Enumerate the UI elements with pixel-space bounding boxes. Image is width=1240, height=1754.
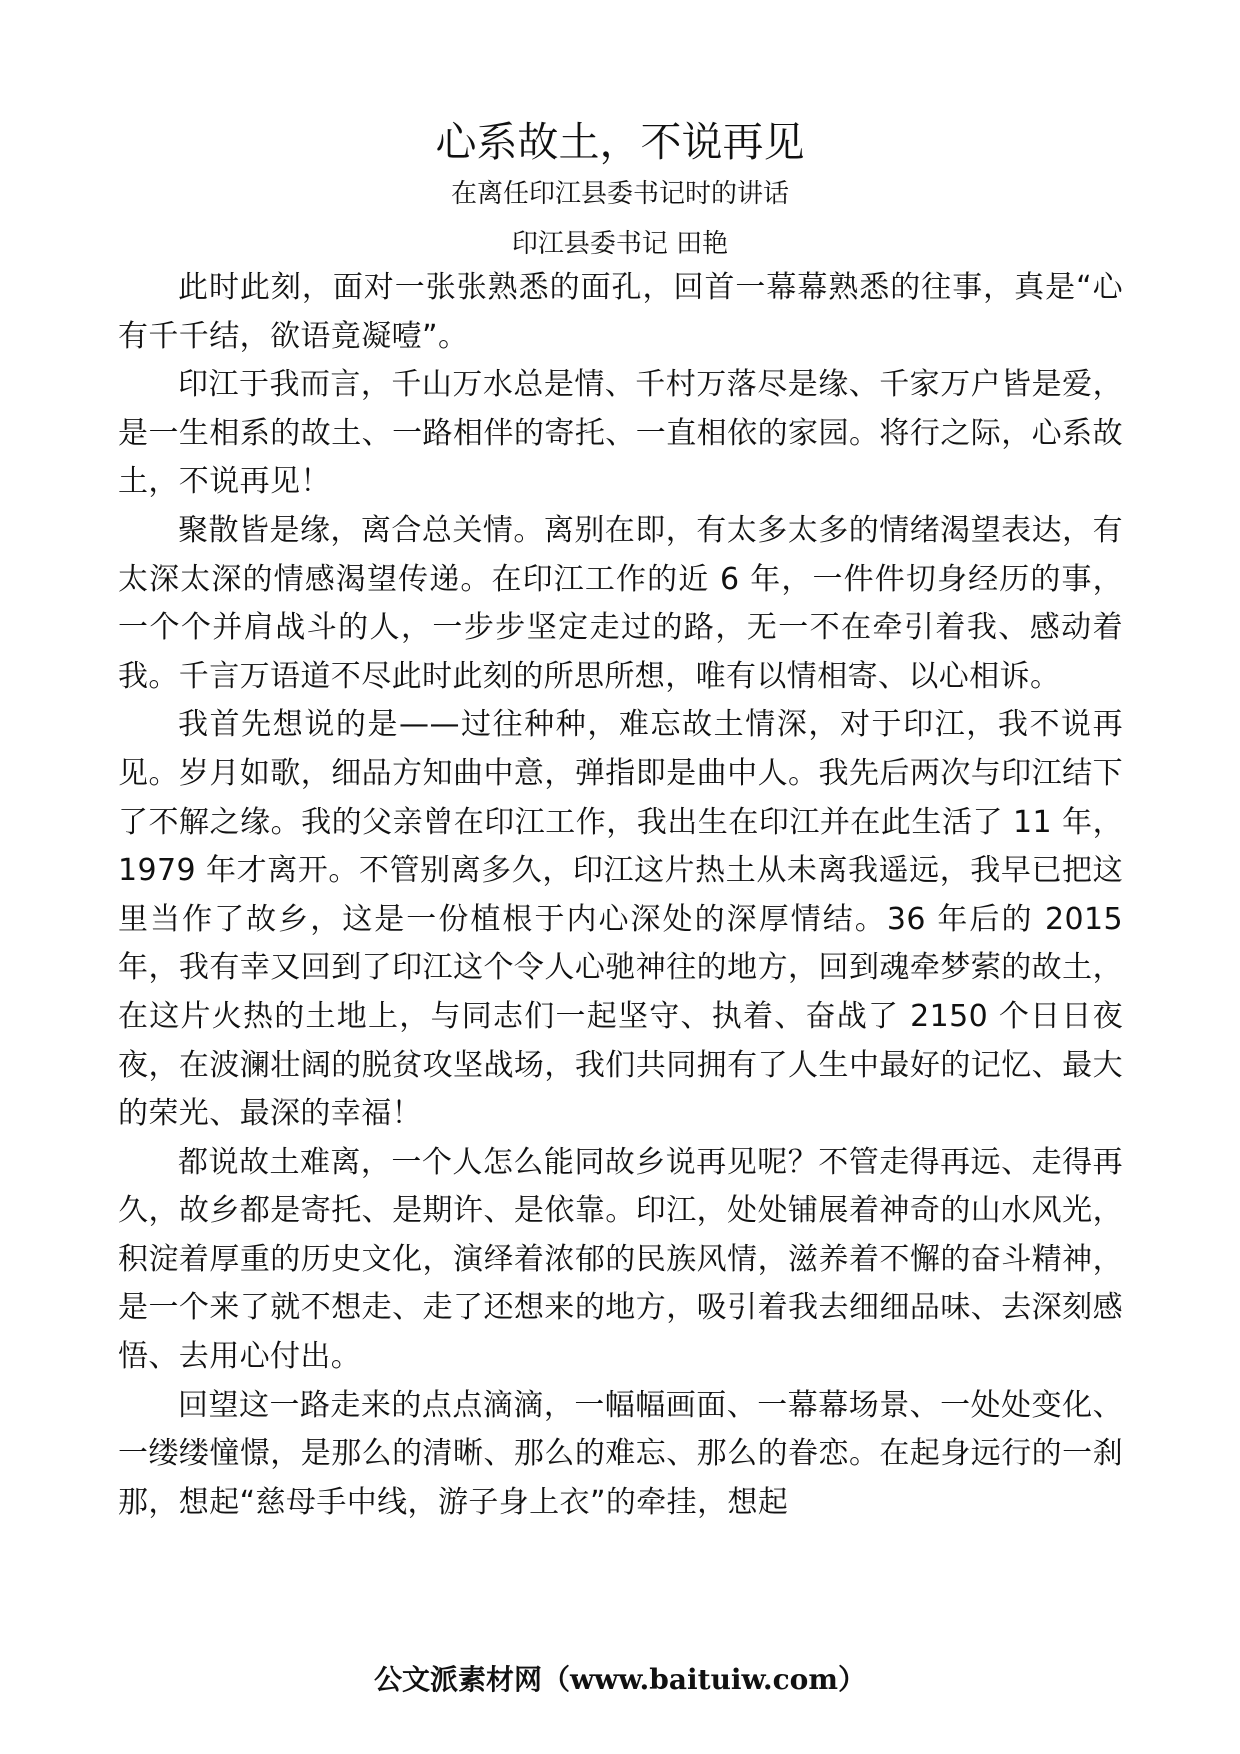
paragraph: 印江于我而言，千山万水总是情、千村万落尽是缘、千家万户皆是爱，是一生相系的故土、一路相伴的寄托、一直相依的家园。将行之际，心系故土，不说再见！	[118, 367, 1123, 500]
footer-source: 公文派素材网（www.baituiw.com）	[374, 1663, 866, 1696]
document-subtitle: 在离任印江县委书记时的讲话	[450, 179, 789, 209]
paragraph: 回望这一路走来的点点滴滴，一幅幅画面、一幕幕场景、一处处变化、一缕缕憧憬，是那么的清晰、那么的难忘、那么的眷恋。在起身远行的一刹那，想起“慈母手中线，游子身上衣”的牵挂，想起	[118, 1387, 1123, 1520]
paragraph: 我首先想说的是——过往种种，难忘故土情深，对于印江，我不说再见。岁月如歌，细品方知曲中意，弹指即是曲中人。我先后两次与印江结下了不解之缘。我的父亲曾在印江工作，我出生在印江并在此生活了 11 年，1979 年才离开。不管别离多久，印江这片热土从未离我遥远，我早已把这里当作了故乡，这是一份植根于内心深处的深厚情结。36 年后的 2015 年，我有幸又回到了印江这个令人心驰神往的地方，回到魂牵梦萦的故土，在这片火热的土地上，与同志们一起坚守、执着、奋战了 2150 个日日夜夜，在波澜壮阔的脱贫攻坚战场，我们共同拥有了人生中最好的记忆、最大的荣光、最深的幸福！	[118, 707, 1123, 1132]
paragraph: 聚散皆是缘，离合总关情。离别在即，有太多太多的情绪渴望表达，有太深太深的情感渴望传递。在印江工作的近 6 年，一件件切身经历的事，一个个并肩战斗的人，一步步坚定走过的路，无一不在牵引着我、感动着我。千言万语道不尽此时此刻的所思所想，唯有以情相寄、以心相诉。	[118, 512, 1123, 694]
paragraph: 此时此刻，面对一张张熟悉的面孔，回首一幕幕熟悉的往事，真是“心有千千结，欲语竟凝噎”。	[118, 270, 1123, 354]
document-author: 印江县委书记 田艳	[511, 229, 729, 259]
document-body	[118, 264, 1123, 1527]
document-title: 心系故土，不说再见	[435, 118, 805, 166]
paragraph: 都说故土难离，一个人怎么能同故乡说再见呢？不管走得再远、走得再久，故乡都是寄托、是期许、是依靠。印江，处处铺展着神奇的山水风光，积淀着厚重的历史文化，演绎着浓郁的民族风情，滋养着不懈的奋斗精神，是一个来了就不想走、走了还想来的地方，吸引着我去细细品味、去深刻感悟、去用心付出。	[118, 1144, 1123, 1375]
